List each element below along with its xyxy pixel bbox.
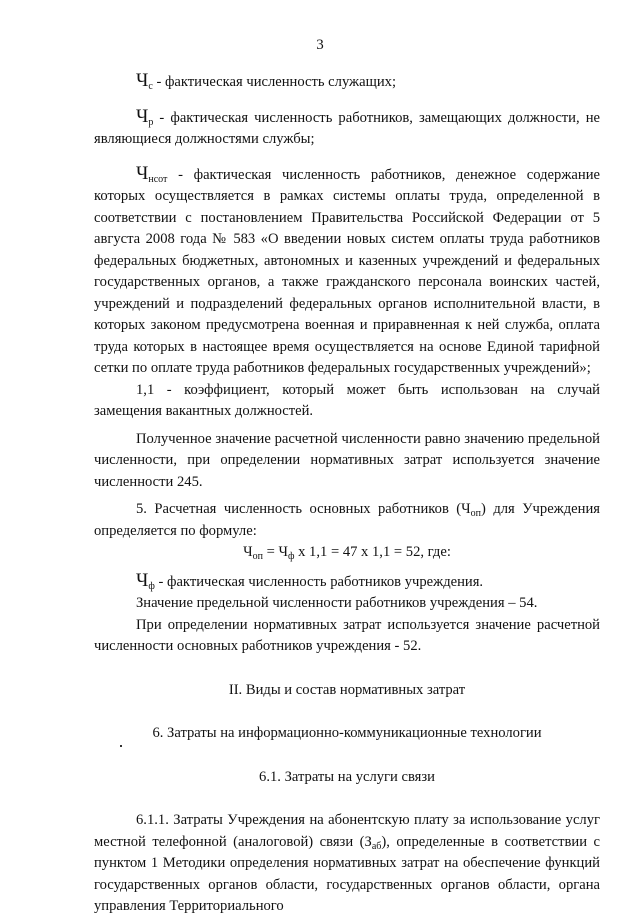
- symbol-subscript: ф: [148, 580, 155, 592]
- symbol-ch: Ч: [136, 70, 149, 91]
- symbol-ch: Ч: [136, 569, 149, 591]
- definition-ch-r: [94, 106, 600, 151]
- paragraph-limit: Значение предельной численности работников учреждения – 54.: [136, 595, 538, 611]
- paragraph-5: [94, 499, 600, 542]
- formula-rest: x 1,1 = 47 x 1,1 = 52, где:: [294, 544, 451, 560]
- page-number: 3: [316, 37, 324, 53]
- paragraph-6-1-1-text: 6.1.1. Затраты Учреждения на абонентскую плату за использование услуг местной телефонной (аналоговой) связи (З: [94, 812, 600, 850]
- definition-text: - фактическая численность работников, замещающих должности, не являющиеся должностями службы;: [94, 109, 600, 147]
- paragraph-6-1-1-text-end: ), определенные в соответствии с пунктом 1 Методики определения нормативных затрат на обеспечение функций государственных органов области, государственных органов области, органа управления Территориального: [94, 833, 601, 914]
- definition-ch-f: [94, 570, 600, 594]
- paragraph-5-text: 5. Расчетная численность основных работников (Ч: [136, 501, 471, 517]
- page-content: [94, 70, 600, 918]
- paragraph-6-1-1-subscript: аб: [371, 840, 382, 852]
- formula-rhs-subscript: ф: [287, 551, 295, 562]
- paragraph-6-1-1: [94, 810, 600, 918]
- paragraph-calc: При определении нормативных затрат используется значение расчетной численности основных работников учреждения - 52.: [94, 616, 600, 654]
- formula-lhs: Ч: [243, 544, 253, 560]
- paragraph-5-text-end: ) для Учреждения определяется по формуле:: [94, 501, 600, 539]
- section-heading: II. Виды и состав нормативных затрат: [228, 681, 466, 698]
- definition-ch-s: [94, 70, 600, 94]
- symbol-ch: Ч: [136, 162, 149, 184]
- subsection-heading-6: 6. Затраты на информационно-коммуникационные технологии: [152, 725, 542, 741]
- paragraph-5-subscript: оп: [470, 508, 482, 519]
- formula-mid: = Ч: [262, 544, 288, 560]
- subsection-heading-6-1: 6.1. Затраты на услуги связи: [259, 768, 435, 785]
- definition-text: - фактическая численность работников, денежное содержание которых осуществляется в рамках системы оплаты труда, определенной в соответствии с постановлением Правительства Российской Федерации от 5 августа 2008 года № 583 «О введении новых систем оплаты труда работников федеральных бюджетных, автономных и казенных учреждений и федеральных государственных органов, а также гражданского персонала воинских частей, учреждений и подразделений федеральных органов исполнительной власти, в которых законом предусмотрена военная и приравненная к ней служба, оплата труда которых в настоящее время осуществляется на основе Единой тарифной сетки по оплате труда работников федеральных государственных учреждений»;: [94, 166, 600, 376]
- symbol-subscript: нсот: [148, 173, 168, 185]
- formula: [94, 542, 600, 564]
- paragraph-coefficient: 1,1 - коэффициент, который может быть использован на случай замещения вакантных должностей.: [94, 381, 600, 419]
- definition-text: - фактическая численность служащих;: [152, 74, 397, 90]
- definition-text: - фактическая численность работников учреждения.: [154, 573, 484, 590]
- definition-ch-nsot: [94, 163, 600, 380]
- formula-lhs-subscript: оп: [252, 551, 263, 562]
- symbol-subscript: р: [148, 116, 154, 128]
- symbol-ch: Ч: [136, 105, 149, 127]
- symbol-subscript: с: [148, 81, 153, 92]
- paragraph-result: Полученное значение расчетной численности равно значению предельной численности, при определении нормативных затрат используется значение численности 245.: [94, 430, 600, 490]
